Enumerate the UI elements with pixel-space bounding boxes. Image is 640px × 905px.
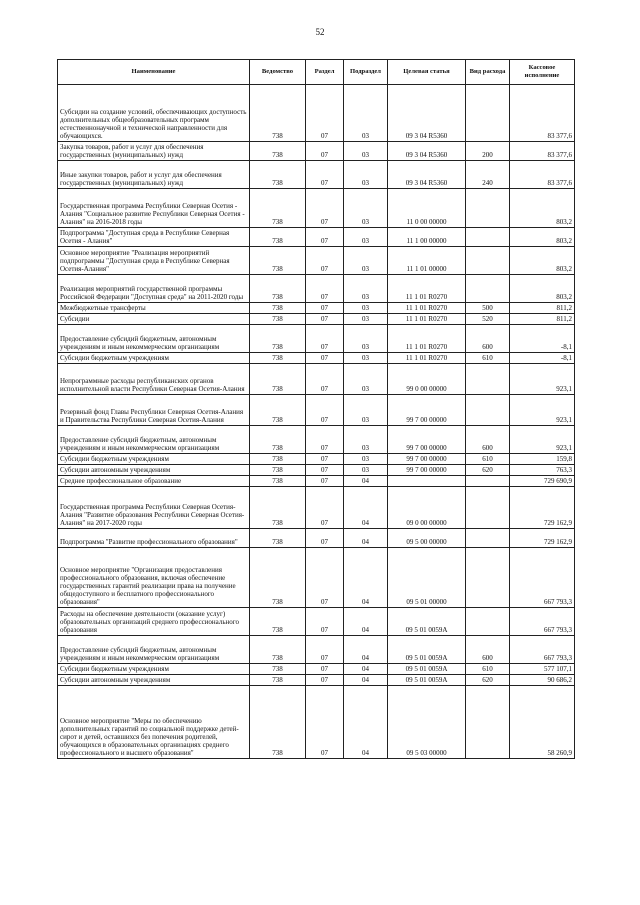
cell-celevaya-statya: 09 3 04 R5360: [388, 142, 466, 161]
cell-vid-rashoda: 620: [466, 675, 510, 686]
cell-vid-rashoda: [466, 247, 510, 275]
table-row: [58, 664, 575, 675]
cell-vedomstvo: 738: [250, 275, 306, 303]
cell-name: Подпрограмма "Доступная среда в Республике Северная Осетия - Алания": [58, 228, 250, 247]
table-row: [58, 686, 575, 759]
header-razdel: Раздел: [306, 60, 344, 85]
cell-name: Иные закупки товаров, работ и услуг для обеспечения государственных (муниципальных) нужд: [58, 161, 250, 189]
cell-kassovoe-ispolnenie: 729 690,9: [510, 476, 575, 487]
cell-podrazdel: 04: [344, 675, 388, 686]
cell-name: Субсидии автономным учреждениям: [58, 465, 250, 476]
cell-celevaya-statya: [388, 476, 466, 487]
cell-name: Непрограммные расходы республиканских органов исполнительной власти Республики Северная Осетия-Алания: [58, 364, 250, 395]
cell-vid-rashoda: 610: [466, 664, 510, 675]
table-row: [58, 85, 575, 142]
cell-kassovoe-ispolnenie: 923,1: [510, 364, 575, 395]
cell-vedomstvo: 738: [250, 189, 306, 228]
cell-podrazdel: 03: [344, 247, 388, 275]
cell-razdel: 07: [306, 426, 344, 454]
cell-vedomstvo: 738: [250, 548, 306, 608]
cell-vedomstvo: 738: [250, 476, 306, 487]
cell-podrazdel: 04: [344, 664, 388, 675]
cell-vid-rashoda: [466, 275, 510, 303]
table-row: [58, 426, 575, 454]
cell-kassovoe-ispolnenie: 577 107,1: [510, 664, 575, 675]
cell-vedomstvo: 738: [250, 314, 306, 325]
page-number: 52: [315, 27, 325, 37]
cell-kassovoe-ispolnenie: 811,2: [510, 303, 575, 314]
cell-podrazdel: 03: [344, 228, 388, 247]
cell-razdel: 07: [306, 325, 344, 353]
cell-kassovoe-ispolnenie: 667 793,3: [510, 636, 575, 664]
cell-razdel: 07: [306, 364, 344, 395]
cell-podrazdel: 04: [344, 529, 388, 548]
cell-podrazdel: 03: [344, 364, 388, 395]
cell-vedomstvo: 738: [250, 454, 306, 465]
cell-celevaya-statya: 99 7 00 00000: [388, 465, 466, 476]
cell-vid-rashoda: 200: [466, 142, 510, 161]
cell-podrazdel: 03: [344, 189, 388, 228]
header-vid-rashoda: Вид расхода: [466, 60, 510, 85]
table-row: [58, 353, 575, 364]
cell-kassovoe-ispolnenie: -8,1: [510, 353, 575, 364]
cell-vedomstvo: 738: [250, 247, 306, 275]
cell-vid-rashoda: [466, 487, 510, 529]
cell-podrazdel: 03: [344, 395, 388, 426]
cell-podrazdel: 03: [344, 161, 388, 189]
cell-vedomstvo: 738: [250, 353, 306, 364]
cell-name: Государственная программа Республики Северная Осетия - Алания "Социальное развитие Республики Северная Осетия - Алания" на 2016-2018 годы: [58, 189, 250, 228]
cell-vid-rashoda: 600: [466, 325, 510, 353]
cell-podrazdel: 04: [344, 548, 388, 608]
cell-vedomstvo: 738: [250, 85, 306, 142]
cell-name: Среднее профессиональное образование: [58, 476, 250, 487]
cell-vid-rashoda: 500: [466, 303, 510, 314]
cell-kassovoe-ispolnenie: 729 162,9: [510, 487, 575, 529]
cell-name: Расходы на обеспечение деятельности (оказание услуг) образовательных организаций среднего профессионального образования: [58, 608, 250, 636]
cell-kassovoe-ispolnenie: 803,2: [510, 247, 575, 275]
cell-celevaya-statya: 09 5 00 00000: [388, 529, 466, 548]
header-podrazdel: Подраздел: [344, 60, 388, 85]
cell-vid-rashoda: 240: [466, 161, 510, 189]
cell-podrazdel: 03: [344, 353, 388, 364]
table-row: [58, 636, 575, 664]
cell-celevaya-statya: 99 7 00 00000: [388, 426, 466, 454]
cell-podrazdel: 03: [344, 465, 388, 476]
cell-celevaya-statya: 11 0 00 00000: [388, 189, 466, 228]
header-celevaya-statya: Целевая статья: [388, 60, 466, 85]
cell-kassovoe-ispolnenie: -8,1: [510, 325, 575, 353]
cell-vid-rashoda: 600: [466, 426, 510, 454]
cell-name: Субсидии на создание условий, обеспечивающих доступность дополнительных общеобразовательных программ естественнонаучной и технической направленности для обучающихся.: [58, 85, 250, 142]
cell-razdel: 07: [306, 487, 344, 529]
table-row: [58, 675, 575, 686]
cell-podrazdel: 03: [344, 85, 388, 142]
cell-kassovoe-ispolnenie: 667 793,3: [510, 548, 575, 608]
table-row: [58, 364, 575, 395]
cell-name: Межбюджетные трансферты: [58, 303, 250, 314]
table-row: [58, 142, 575, 161]
table-row: [58, 275, 575, 303]
cell-vedomstvo: 738: [250, 686, 306, 759]
cell-vedomstvo: 738: [250, 303, 306, 314]
cell-razdel: 07: [306, 353, 344, 364]
cell-name: Субсидии автономным учреждениям: [58, 675, 250, 686]
table-row: [58, 325, 575, 353]
cell-razdel: 07: [306, 529, 344, 548]
cell-vedomstvo: 738: [250, 529, 306, 548]
cell-vid-rashoda: [466, 228, 510, 247]
cell-razdel: 07: [306, 189, 344, 228]
header-kassovoe-ispolnenie: Кассовое исполнение: [510, 60, 575, 85]
table-header-row: [58, 60, 575, 85]
cell-celevaya-statya: 09 0 00 00000: [388, 487, 466, 529]
cell-podrazdel: 04: [344, 686, 388, 759]
cell-name: Основное мероприятие "Организация предоставления профессионального образования, включая обеспечение государственных гарантий реализации права на получение общедоступного и бесплатного профессионального образования": [58, 548, 250, 608]
cell-celevaya-statya: 11 1 00 00000: [388, 228, 466, 247]
cell-podrazdel: 03: [344, 314, 388, 325]
cell-celevaya-statya: 11 1 01 R0270: [388, 353, 466, 364]
cell-podrazdel: 04: [344, 487, 388, 529]
cell-vedomstvo: 738: [250, 675, 306, 686]
cell-celevaya-statya: 09 5 01 00000: [388, 548, 466, 608]
cell-name: Субсидии бюджетным учреждениям: [58, 353, 250, 364]
table-row: [58, 608, 575, 636]
cell-razdel: 07: [306, 275, 344, 303]
cell-name: Предоставление субсидий бюджетным, автономным учреждениям и иным некоммерческим организациям: [58, 426, 250, 454]
cell-name: Государственная программа Республики Северная Осетия-Алания "Развитие образования Республики Северная Осетия-Алания" на 2017-2020 годы: [58, 487, 250, 529]
cell-podrazdel: 03: [344, 275, 388, 303]
cell-celevaya-statya: 09 5 03 00000: [388, 686, 466, 759]
cell-vid-rashoda: [466, 189, 510, 228]
cell-name: Предоставление субсидий бюджетным, автономным учреждениям и иным некоммерческим организациям: [58, 325, 250, 353]
table-row: [58, 228, 575, 247]
header-vedomstvo: Ведомство: [250, 60, 306, 85]
cell-razdel: 07: [306, 686, 344, 759]
cell-razdel: 07: [306, 395, 344, 426]
cell-vid-rashoda: [466, 608, 510, 636]
cell-razdel: 07: [306, 476, 344, 487]
cell-kassovoe-ispolnenie: 159,8: [510, 454, 575, 465]
cell-name: Субсидии бюджетным учреждениям: [58, 454, 250, 465]
table-row: [58, 465, 575, 476]
cell-razdel: 07: [306, 247, 344, 275]
cell-celevaya-statya: 11 1 01 R0270: [388, 303, 466, 314]
cell-celevaya-statya: 11 1 01 R0270: [388, 325, 466, 353]
cell-vedomstvo: 738: [250, 608, 306, 636]
cell-vid-rashoda: [466, 529, 510, 548]
cell-celevaya-statya: 11 1 01 R0270: [388, 275, 466, 303]
cell-vedomstvo: 738: [250, 487, 306, 529]
cell-vid-rashoda: 620: [466, 465, 510, 476]
cell-vid-rashoda: 610: [466, 454, 510, 465]
cell-celevaya-statya: 99 7 00 00000: [388, 395, 466, 426]
header-name: Наименование: [58, 60, 250, 85]
cell-vedomstvo: 738: [250, 142, 306, 161]
cell-podrazdel: 03: [344, 454, 388, 465]
cell-vedomstvo: 738: [250, 465, 306, 476]
cell-razdel: 07: [306, 636, 344, 664]
cell-celevaya-statya: 09 5 01 0059А: [388, 608, 466, 636]
cell-name: Реализация мероприятий государственной программы Российской Федерации "Доступная среда" на 2011-2020 годы: [58, 275, 250, 303]
cell-kassovoe-ispolnenie: 923,1: [510, 395, 575, 426]
cell-celevaya-statya: 09 5 01 0059А: [388, 664, 466, 675]
cell-name: Субсидии бюджетным учреждениям: [58, 664, 250, 675]
cell-kassovoe-ispolnenie: 83 377,6: [510, 142, 575, 161]
table-row: [58, 189, 575, 228]
cell-kassovoe-ispolnenie: 763,3: [510, 465, 575, 476]
cell-vid-rashoda: 520: [466, 314, 510, 325]
table-row: [58, 454, 575, 465]
cell-celevaya-statya: 11 1 01 R0270: [388, 314, 466, 325]
cell-celevaya-statya: 09 3 04 R5360: [388, 85, 466, 142]
cell-celevaya-statya: 11 1 01 00000: [388, 247, 466, 275]
cell-vedomstvo: 738: [250, 664, 306, 675]
cell-podrazdel: 03: [344, 303, 388, 314]
cell-kassovoe-ispolnenie: 811,2: [510, 314, 575, 325]
table-row: [58, 303, 575, 314]
cell-vid-rashoda: [466, 395, 510, 426]
cell-name: Предоставление субсидий бюджетным, автономным учреждениям и иным некоммерческим организациям: [58, 636, 250, 664]
cell-podrazdel: 04: [344, 608, 388, 636]
budget-execution-table: [57, 59, 575, 759]
cell-name: Резервный фонд Главы Республики Северная Осетия-Алания и Правительства Республики Северная Осетия-Алания: [58, 395, 250, 426]
cell-razdel: 07: [306, 548, 344, 608]
cell-vedomstvo: 738: [250, 228, 306, 247]
cell-podrazdel: 04: [344, 476, 388, 487]
cell-razdel: 07: [306, 465, 344, 476]
cell-kassovoe-ispolnenie: 729 162,9: [510, 529, 575, 548]
cell-kassovoe-ispolnenie: 803,2: [510, 189, 575, 228]
cell-vedomstvo: 738: [250, 325, 306, 353]
table-row: [58, 314, 575, 325]
cell-kassovoe-ispolnenie: 83 377,6: [510, 161, 575, 189]
cell-podrazdel: 03: [344, 142, 388, 161]
cell-razdel: 07: [306, 303, 344, 314]
table-row: [58, 487, 575, 529]
cell-celevaya-statya: 09 3 04 R5360: [388, 161, 466, 189]
cell-vid-rashoda: [466, 85, 510, 142]
table-row: [58, 476, 575, 487]
cell-kassovoe-ispolnenie: 83 377,6: [510, 85, 575, 142]
cell-vid-rashoda: [466, 548, 510, 608]
cell-razdel: 07: [306, 142, 344, 161]
cell-celevaya-statya: 99 7 00 00000: [388, 454, 466, 465]
cell-vedomstvo: 738: [250, 426, 306, 454]
cell-kassovoe-ispolnenie: 803,2: [510, 275, 575, 303]
cell-kassovoe-ispolnenie: 58 260,9: [510, 686, 575, 759]
cell-razdel: 07: [306, 664, 344, 675]
cell-vid-rashoda: [466, 686, 510, 759]
cell-podrazdel: 03: [344, 325, 388, 353]
cell-celevaya-statya: 99 0 00 00000: [388, 364, 466, 395]
table-body: [58, 85, 575, 759]
cell-razdel: 07: [306, 608, 344, 636]
cell-vid-rashoda: 600: [466, 636, 510, 664]
cell-vid-rashoda: [466, 476, 510, 487]
cell-name: Основное мероприятие "Меры по обеспечению дополнительных гарантий по социальной поддержке детей-сирот и детей, оставшихся без попечения родителей, обучающихся в образовательных организациях среднего профессионального и высшего образования": [58, 686, 250, 759]
cell-kassovoe-ispolnenie: 90 686,2: [510, 675, 575, 686]
table-row: [58, 548, 575, 608]
cell-vedomstvo: 738: [250, 364, 306, 395]
cell-kassovoe-ispolnenie: 803,2: [510, 228, 575, 247]
cell-razdel: 07: [306, 161, 344, 189]
cell-podrazdel: 03: [344, 426, 388, 454]
cell-razdel: 07: [306, 228, 344, 247]
cell-razdel: 07: [306, 85, 344, 142]
cell-name: Основное мероприятие "Реализация мероприятий подпрограммы "Доступная среда в Республике Северная Осетия-Алания": [58, 247, 250, 275]
cell-vedomstvo: 738: [250, 161, 306, 189]
cell-razdel: 07: [306, 314, 344, 325]
table-row: [58, 529, 575, 548]
cell-name: Субсидии: [58, 314, 250, 325]
cell-razdel: 07: [306, 675, 344, 686]
table-row: [58, 395, 575, 426]
cell-vedomstvo: 738: [250, 395, 306, 426]
cell-name: Подпрограмма "Развитие профессионального образования": [58, 529, 250, 548]
table-row: [58, 161, 575, 189]
cell-vid-rashoda: 610: [466, 353, 510, 364]
cell-podrazdel: 04: [344, 636, 388, 664]
cell-celevaya-statya: 09 5 01 0059А: [388, 675, 466, 686]
cell-kassovoe-ispolnenie: 667 793,3: [510, 608, 575, 636]
cell-vid-rashoda: [466, 364, 510, 395]
cell-razdel: 07: [306, 454, 344, 465]
table-row: [58, 247, 575, 275]
cell-vedomstvo: 738: [250, 636, 306, 664]
cell-name: Закупка товаров, работ и услуг для обеспечения государственных (муниципальных) нужд: [58, 142, 250, 161]
cell-celevaya-statya: 09 5 01 0059А: [388, 636, 466, 664]
cell-kassovoe-ispolnenie: 923,1: [510, 426, 575, 454]
